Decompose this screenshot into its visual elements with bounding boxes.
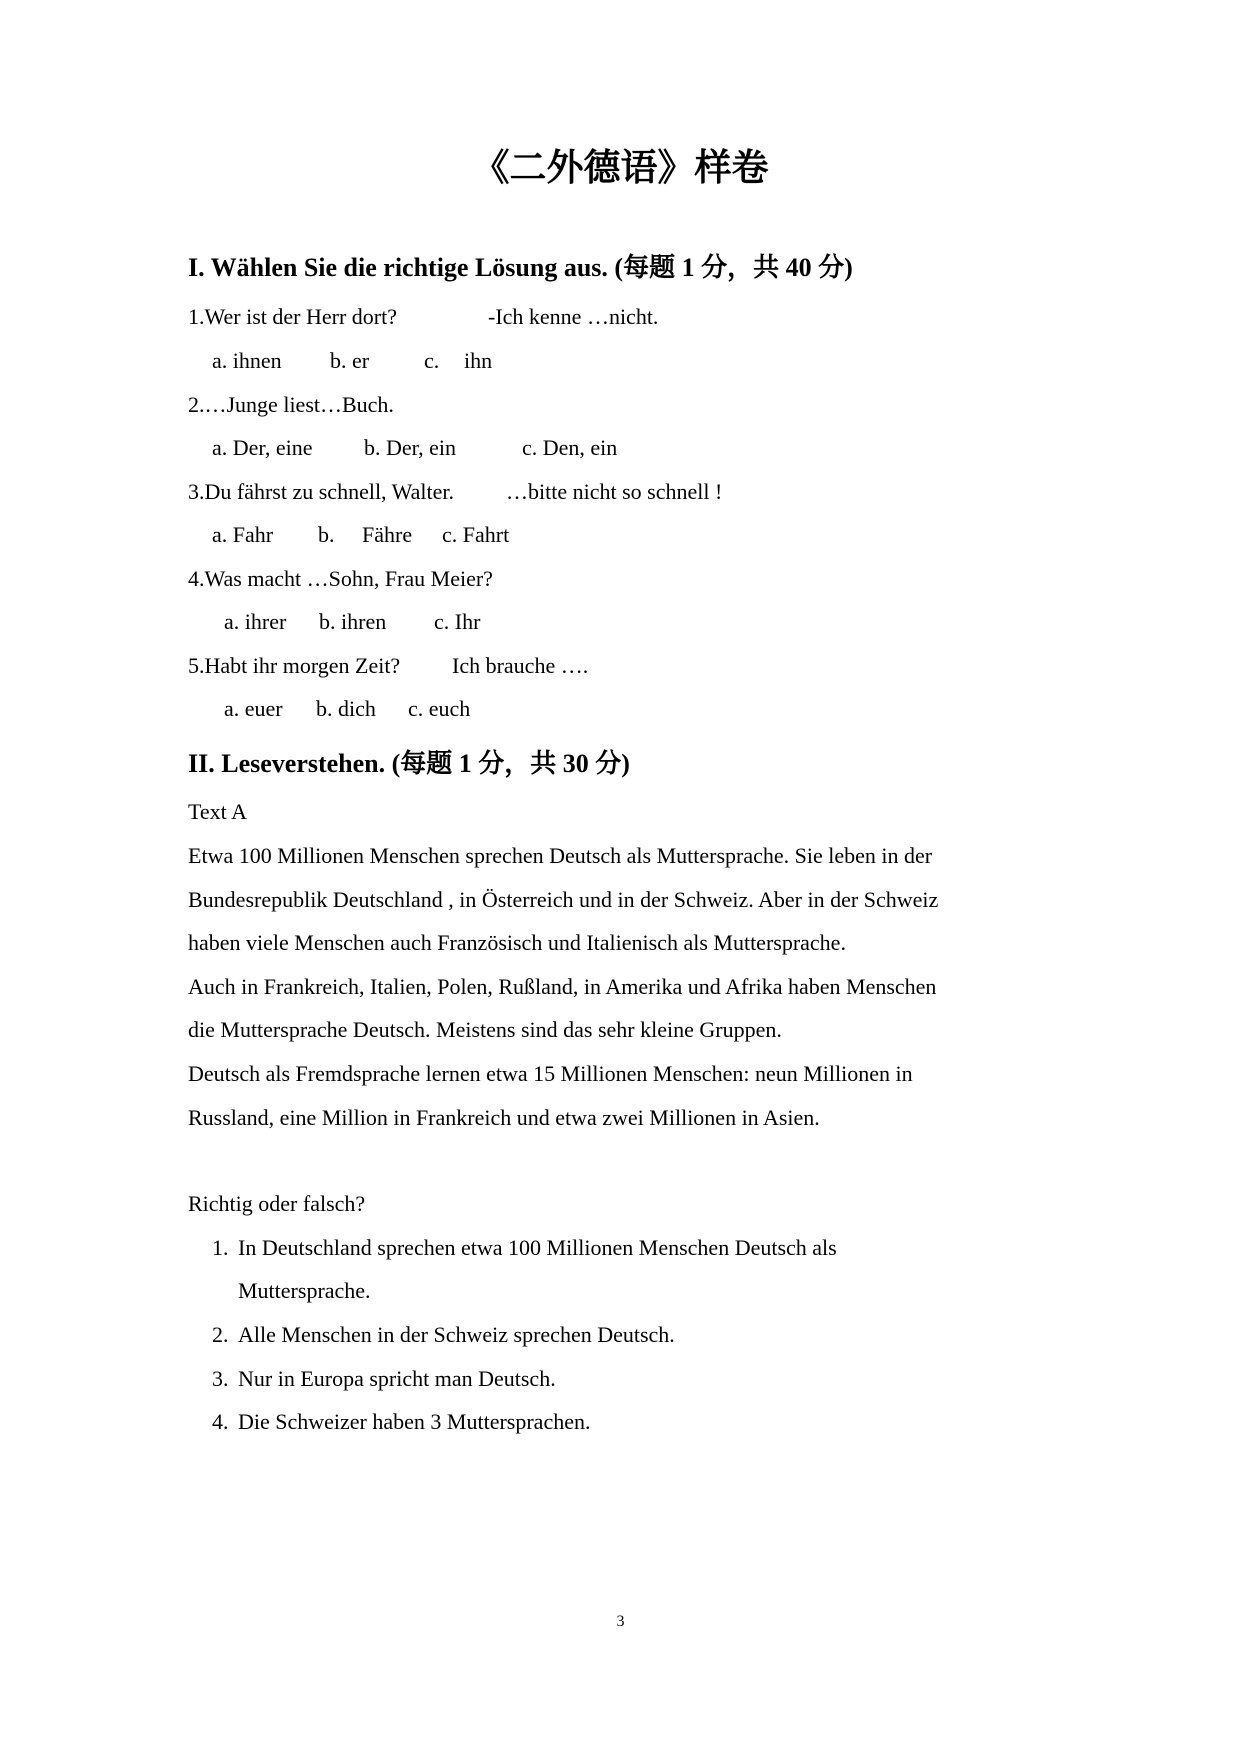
paragraph-line: Bundesrepublik Deutschland , in Österreich und in der Schweiz. Aber in der Schweiz	[188, 887, 939, 912]
paragraph-line: haben viele Menschen auch Französisch und Italienisch als Muttersprache.	[188, 930, 846, 955]
option: Fähre	[362, 522, 413, 547]
paragraph-line: Auch in Frankreich, Italien, Polen, Rußland, in Amerika und Afrika haben Menschen	[188, 974, 937, 999]
option: c. Fahrt	[442, 522, 510, 547]
option: a. Fahr	[212, 522, 274, 547]
question-stem: 5.Habt ihr morgen Zeit?	[188, 653, 401, 678]
question-response: …bitte nicht so schnell !	[506, 479, 723, 504]
option: c.	[424, 348, 440, 373]
statement-number: 3.	[212, 1366, 229, 1391]
option: b. ihren	[319, 609, 387, 634]
option: b. er	[330, 348, 370, 373]
statement-text: Nur in Europa spricht man Deutsch.	[238, 1366, 556, 1391]
statement-text: Die Schweizer haben 3 Muttersprachen.	[238, 1409, 591, 1434]
option: b.	[318, 522, 335, 547]
statement-number: 4.	[212, 1409, 229, 1434]
paragraph-line: Deutsch als Fremdsprache lernen etwa 15 Millionen Menschen: neun Millionen in	[188, 1061, 913, 1086]
option: c. Ihr	[434, 609, 481, 634]
option: a. Der, eine	[212, 435, 313, 460]
statement-number: 2.	[212, 1322, 229, 1347]
paragraph-line: Russland, eine Million in Frankreich und etwa zwei Millionen in Asien.	[188, 1105, 820, 1130]
page-title: 《二外德语》样卷	[472, 148, 769, 189]
statement-1-continuation: Muttersprache.	[238, 1278, 371, 1303]
paragraph-line: die Muttersprache Deutsch. Meistens sind das sehr kleine Gruppen.	[188, 1017, 782, 1042]
page-number: 3	[616, 1613, 625, 1630]
question-stem: 1.Wer ist der Herr dort?	[188, 304, 397, 329]
section-2-heading: II. Leseverstehen. (每题 1 分，共 30 分)	[188, 749, 630, 778]
statement-number: 1.	[212, 1235, 229, 1260]
option: a. euer	[224, 696, 283, 721]
section-1-heading: I. Wählen Sie die richtige Lösung aus. (每题 1 分，共 40 分)	[188, 253, 853, 282]
statement-text: In Deutschland sprechen etwa 100 Millionen Menschen Deutsch als	[238, 1235, 837, 1260]
text-label: Text A	[188, 799, 247, 824]
task-prompt: Richtig oder falsch?	[188, 1191, 366, 1216]
option: c. euch	[408, 696, 471, 721]
option: ihn	[464, 348, 493, 373]
option: b. Der, ein	[364, 435, 456, 460]
question-stem: 4.Was macht …Sohn, Frau Meier?	[188, 566, 493, 591]
paragraph-line: Etwa 100 Millionen Menschen sprechen Deutsch als Muttersprache. Sie leben in der	[188, 843, 933, 868]
question-stem: 2.…Junge liest…Buch.	[188, 392, 394, 417]
question-stem: 3.Du fährst zu schnell, Walter.	[188, 479, 455, 504]
option: a. ihnen	[212, 348, 282, 373]
option: b. dich	[316, 696, 376, 721]
statement-text: Alle Menschen in der Schweiz sprechen Deutsch.	[238, 1322, 675, 1347]
option: a. ihrer	[224, 609, 287, 634]
option: c. Den, ein	[522, 435, 618, 460]
question-response: -Ich kenne …nicht.	[488, 304, 659, 329]
question-response: Ich brauche ….	[452, 653, 589, 678]
